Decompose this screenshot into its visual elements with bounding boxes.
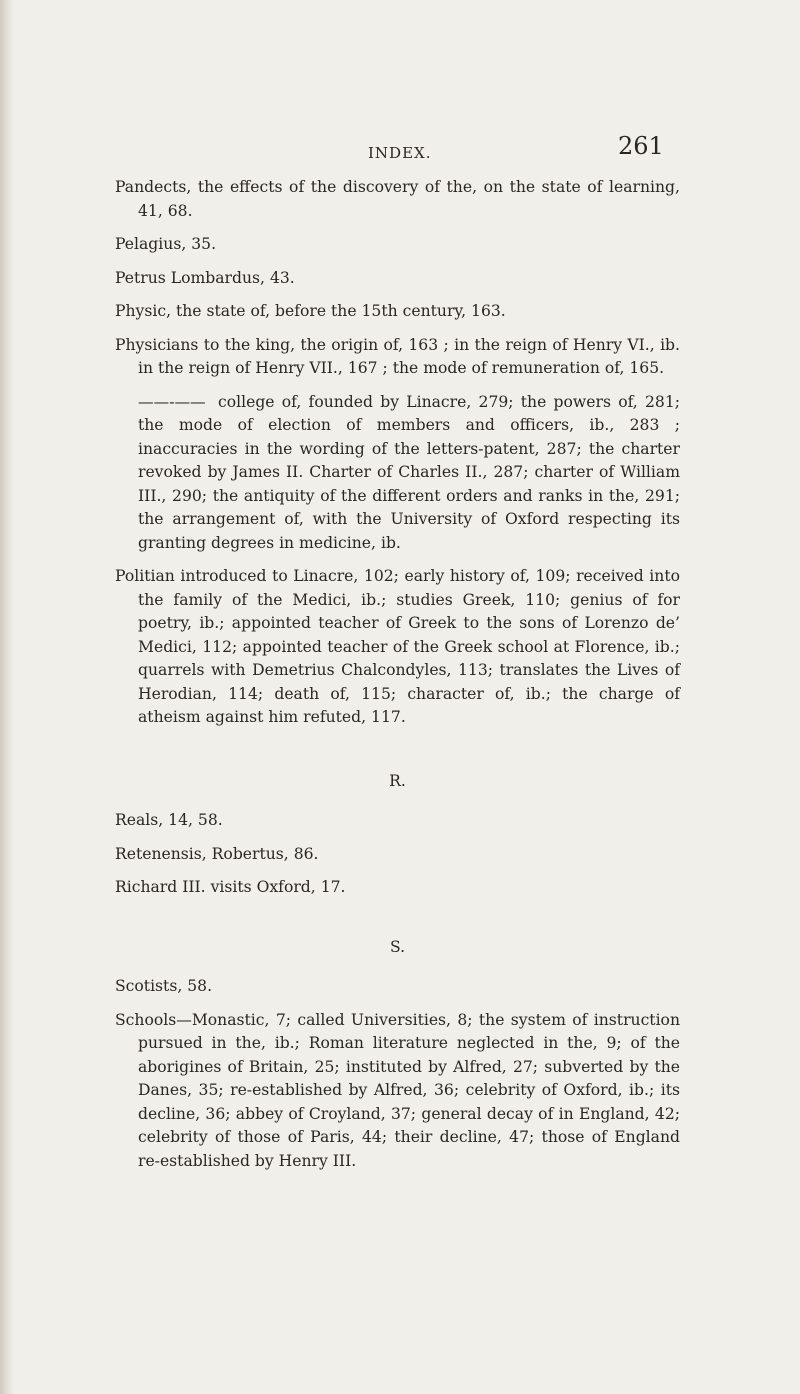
index-entry: Politian introduced to Linacre, 102; early history of, 109; received into the family of the Medici, ib.; studies Greek, 110; genius of for poetry, ib.; appointed teacher of Greek to the sons of Lorenzo de’ Medici, 112; appointed teacher of the Greek school at Florence, ib.; quarrels with Demetrius Chalcondyles, 113; translates the Lives of Herodian, 114; death of, 115; character of, ib.; the charge of atheism against him refuted, 117. <box>115 567 680 726</box>
index-body <box>115 176 680 1183</box>
index-entry: Retenensis, Robertus, 86. <box>115 844 319 863</box>
subentry-text: college of, founded by Linacre, 279; the powers of, 281; the mode of election of members and officers, ib., 283 ; inaccuracies in the wording of the letters-patent, 287; the charter revoked by James II. Charter of Charles II., 287; charter of William III., 290; the antiquity of the different orders and ranks in the, 291; the arrangement of, with the University of Oxford respecting its granting degrees in medicine, ib. <box>138 392 680 552</box>
page-number: 261 <box>618 132 664 160</box>
page-header <box>0 132 800 172</box>
section-letter-r: R. <box>389 771 406 790</box>
index-entry: Scotists, 58. <box>115 977 213 995</box>
index-entry: Pelagius, 35. <box>115 235 217 253</box>
index-entry: Pandects, the effects of the discovery of the, on the state of learning, 41, 68. <box>115 178 680 220</box>
index-entry: Physic, the state of, before the 15th century, 163. <box>115 302 506 320</box>
index-entry: Schools—Monastic, 7; called Universities, 8; the system of instruction pursued in the, ib.; Roman literature neglected in the, 9; of the aborigines of Britain, 25; instituted by Alfred, 27; subverted by the Danes, 35; re-established by Alfred, 36; celebrity of Oxford, ib.; its decline, 36; abbey of Croyland, 37; general decay of in England, 42; celebrity of those of Paris, 44; their decline, 47; those of England re-established by Henry III. <box>115 1010 680 1170</box>
page-binding-edge <box>0 0 14 1394</box>
ditto-dash: ——-—— <box>138 392 206 411</box>
index-entry: Petrus Lombardus, 43. <box>115 268 295 287</box>
running-head: INDEX. <box>368 144 432 162</box>
index-subentry <box>115 391 680 556</box>
index-entry: Reals, 14, 58. <box>115 811 223 829</box>
index-entry: Richard III. visits Oxford, 17. <box>115 878 346 896</box>
section-s <box>115 936 680 1174</box>
section-letter-s: S. <box>389 937 406 956</box>
section-r <box>115 770 680 900</box>
index-entry: Physicians to the king, the origin of, 163 ; in the reign of Henry VI., ib. in the reign of Henry VII., 167 ; the mode of remuneration of, 165. <box>115 335 680 377</box>
